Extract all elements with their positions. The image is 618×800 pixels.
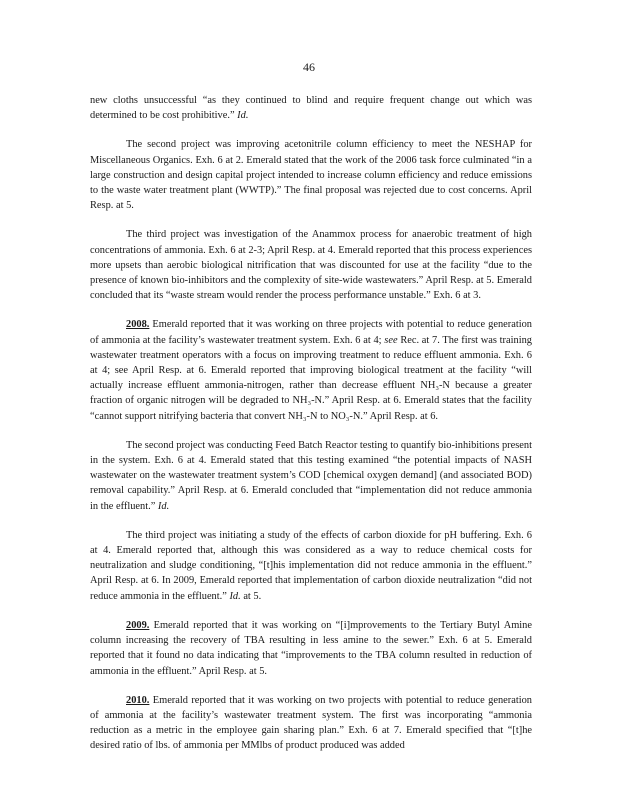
paragraph: The third project was initiating a study of the effects of carbon dioxide for pH buffering. Exh. 6 at 4. Emerald reported that, although this was considered as a way to reduce chemical costs for neutralization and sludge conditioning, “[t]his implementation did not reduce ammonia in the effluent.” April Resp. at 6. In 2009, Emerald reported that implementation of carbon dioxide neutralization “did not reduce ammonia in the effluent.” Id. at 5. <box>90 529 532 602</box>
page-number: 46 <box>303 60 315 74</box>
paragraph: The third project was investigation of the Anammox process for anaerobic treatment of high concentrations of ammonia. Exh. 6 at 2-3; April Resp. at 4. Emerald reported that this process experiences more upsets than aerobic biological nitrification that was discounted for use at the facility “due to the presence of known bio-inhibitors and the complexity of site-wide wastewaters.” April Resp. at 5. Emerald concluded that its “waste stream would render the process performance unstable.” Exh. 6 at 3. <box>90 229 532 302</box>
document-body <box>90 93 532 768</box>
citation: Id. <box>237 110 249 122</box>
year-heading: 2010. <box>126 694 150 706</box>
paragraph: 2009. Emerald reported that it was working on “[i]mprovements to the Tertiary Butyl Amine column increasing the recovery of TBA resulting in less amine to the sewer.” Exh. 6 at 5. Emerald reported that it found no data indicating that “improvements to the TBA column resulted in reduction of ammonia in the effluent.” April Resp. at 5. <box>90 619 532 677</box>
paragraph: The second project was conducting Feed Batch Reactor testing to quantify bio-inhibitions present in the system. Exh. 6 at 4. Emerald stated that this testing examined “the potential impacts of NASH wastewater on the wastewater treatment system’s COD [chemical oxygen demand] (and associated BOD) removal capability.” April Resp. at 6. Emerald concluded that “implementation did not reduce ammonia in the effluent.” Id. <box>90 439 532 512</box>
paragraph: The second project was improving acetonitrile column efficiency to meet the NESHAP for Miscellaneous Organics. Exh. 6 at 2. Emerald stated that the work of the 2006 task force culminated “in a large construction and design capital project intended to increase column efficiency and reduce emissions to the waste water treatment plant (WWTP).” The final proposal was rejected due to cost concerns. April Resp. at 5. <box>90 139 532 212</box>
paragraph: new cloths unsuccessful “as they continued to blind and require frequent change out which was determined to be cost prohibitive.” Id. <box>90 95 532 122</box>
year-heading: 2008. <box>126 319 150 331</box>
citation: Id. <box>229 590 241 602</box>
citation: Id. <box>157 500 170 512</box>
paragraph: 2010. Emerald reported that it was working on two projects with potential to reduce generation of ammonia at the facility’s wastewater treatment system. The first was incorporating “ammonia reduction as a metric in the employee gain sharing plan.” Exh. 6 at 7. Emerald specified that “[t]he desired ratio of lbs. of ammonia per MMlbs of product produced was added <box>90 694 532 752</box>
year-heading: 2009. <box>126 619 150 631</box>
paragraph: 2008. Emerald reported that it was working on three projects with potential to reduce generation of ammonia at the facility’s wastewater treatment system. Exh. 6 at 4; see Rec. at 7. The first was training wastewater treatment operators with a focus on improving treatment to reduce effluent ammonia. Exh. 6 at 4; see April Resp. at 6. Emerald reported that improving biological treatment at the facility “will actually increase effluent ammonia-nitrogen, rather than decrease effluent NH₃-N because a greater fraction of organic nitrogen will be degraded to NH₃-N.” April Resp. at 6. Emerald states that the facility “cannot support nitrifying bacteria that convert NH₃-N to NO₃-N.” April Resp. at 6. <box>90 319 532 422</box>
